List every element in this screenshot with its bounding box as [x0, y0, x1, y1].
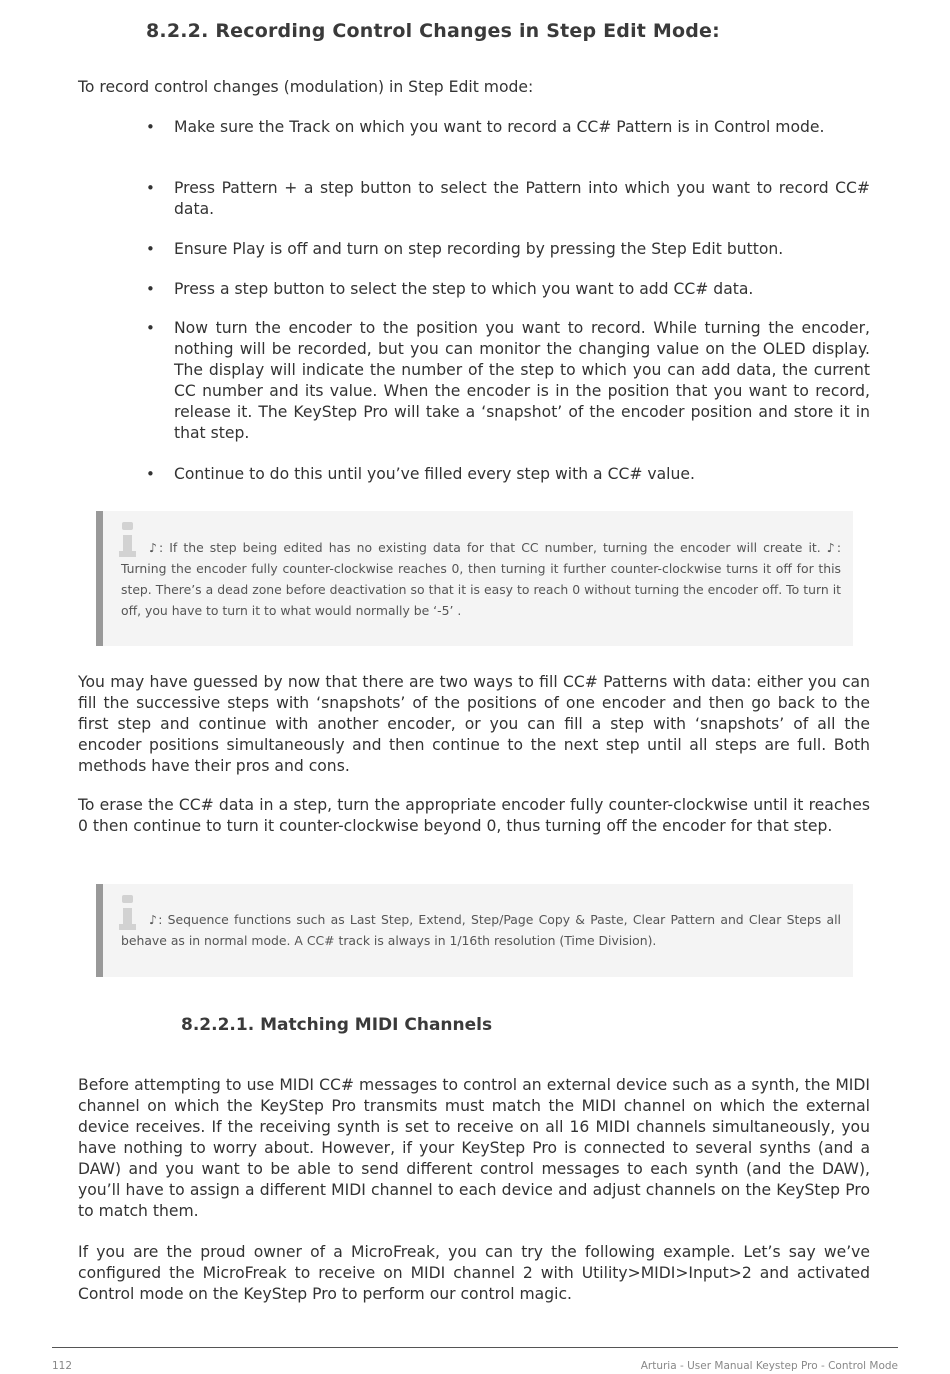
note-text: ♪: If the step being edited has no existing data for that CC number, turning the encoder will create it. ♪: Turning the encoder fully counter-clockwise reaches 0, then turning it further counter-clockwise turns it off for this step. There’s a dead zone before deactivation so that it is easy to reach 0 without turning the encoder off. To turn it off, you have to turn it to what would normally be ‘-5’ . — [121, 540, 841, 618]
list-item-text: Press a step button to select the step to which you want to add CC# data. — [174, 280, 754, 298]
body-paragraph: To erase the CC# data in a step, turn the appropriate encoder fully counter-clockwise until it reaches 0 then continue to turn it counter-clockwise beyond 0, thus turning off the encoder for that step. — [78, 796, 870, 835]
body-paragraph: If you are the proud owner of a MicroFreak, you can try the following example. Let’s say we’ve configured the MicroFreak to receive on MIDI channel 2 with Utility>MIDI>Input>2 and activated Control mode on the KeyStep Pro to perform our control magic. — [78, 1243, 870, 1303]
page-number: 112 — [52, 1360, 73, 1372]
bullet-marker: • — [146, 465, 155, 483]
list-item — [146, 178, 870, 220]
body-paragraph: Before attempting to use MIDI CC# messages to control an external device such as a synth, the MIDI channel on which the KeyStep Pro transmits must match the MIDI channel on which the external device receives. If the receiving synth is set to receive on all 16 MIDI channels simultaneously, you have nothing to worry about. However, if your KeyStep Pro is connected to several synths (and a DAW) and you want to be able to send different control messages to each synth (and the DAW), you’ll have to assign a different MIDI channel to each device and adjust channels on the KeyStep Pro to match them. — [78, 1076, 870, 1220]
note-box-sequence — [96, 884, 853, 977]
list-item — [146, 239, 870, 260]
list-item-text: Make sure the Track on which you want to record a CC# Pattern is in Control mode. — [174, 118, 825, 136]
bullet-marker: • — [146, 319, 155, 337]
subsection-heading: 8.2.2.1. Matching MIDI Channels — [181, 1015, 493, 1035]
list-item — [146, 464, 870, 485]
section-heading: 8.2.2. Recording Control Changes in Step Edit Mode: — [146, 20, 720, 42]
bullet-marker: • — [146, 118, 155, 136]
section-intro: To record control changes (modulation) in Step Edit mode: — [78, 78, 534, 96]
bullet-marker: • — [146, 280, 155, 298]
note-box-encoder — [96, 511, 853, 646]
list-item-text: Ensure Play is off and turn on step recording by pressing the Step Edit button. — [174, 240, 784, 258]
bullet-marker: • — [146, 240, 155, 258]
list-item-text: Press Pattern + a step button to select the Pattern into which you want to record CC# data. — [174, 179, 870, 218]
list-item — [146, 117, 870, 138]
footer-divider — [52, 1347, 898, 1348]
body-paragraph: You may have guessed by now that there are two ways to fill CC# Patterns with data: either you can fill the successive steps with ‘snapshots’ of the positions of one encoder and then go back to the first step and continue with another encoder, or you can fill a step with ‘snapshots’ of all the encoder positions simultaneously and then continue to the next step until all steps are full. Both methods have their pros and cons. — [78, 673, 870, 775]
list-item-text: Continue to do this until you’ve filled every step with a CC# value. — [174, 465, 695, 483]
footer-document-title: Arturia - User Manual Keystep Pro - Control Mode — [640, 1360, 898, 1372]
list-item — [146, 279, 870, 300]
bullet-marker: • — [146, 179, 155, 197]
list-item-text: Now turn the encoder to the position you want to record. While turning the encoder, nothing will be recorded, but you can monitor the changing value on the OLED display. The display will indicate the number of the step to which you can add data, the current CC number and its value. When the encoder is in the position that you want to record, release it. The KeyStep Pro will take a ‘snapshot’ of the encoder position and store it in that step. — [174, 319, 870, 442]
list-item — [146, 318, 870, 444]
note-text: ♪: Sequence functions such as Last Step, Extend, Step/Page Copy & Paste, Clear Pattern and Clear Steps all behave as in normal mode. A CC# track is always in 1/16th resolution (Time Division). — [121, 912, 841, 948]
